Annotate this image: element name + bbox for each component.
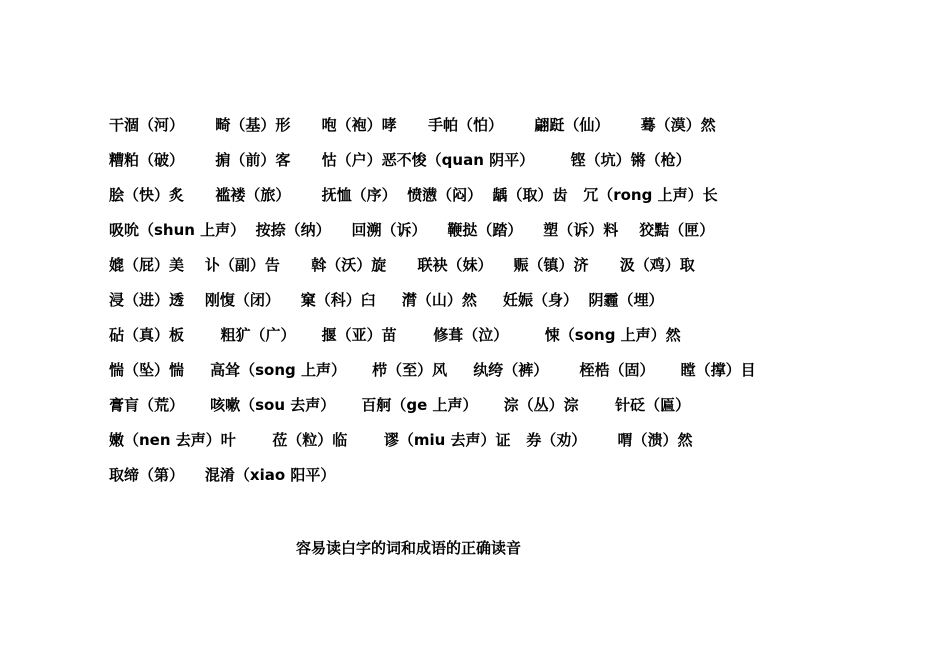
word-line-1: 干涸（河） 畸（基）形 咆（袍）哮 手帕（怕） 翩跹（仙） 蓦（漠）然: [109, 116, 716, 134]
word-line-7: 砧（真）板 粗犷（广） 揠（亚）苗 修葺（泣） 悚（song 上声）然: [109, 326, 681, 344]
word-line-5: 媲（屁）美 讣（副）告 斡（沃）旋 联袂（妹） 赈（镇）济 汲（鸡）取: [109, 256, 695, 274]
word-line-11: 取缔（第） 混淆（xiao 阳平）: [109, 466, 336, 484]
word-line-9: 膏肓（荒） 咳嗽（sou 去声） 百舸（ge 上声） 淙（丛）淙 针砭（匾）: [109, 396, 691, 414]
word-line-4: 吸吮（shun 上声） 按捺（纳） 回溯（诉） 鞭挞（踏） 塑（诉）料 狡黠（匣）: [109, 221, 715, 239]
word-line-6: 浸（进）透 刚愎（闭） 窠（科）臼 潸（山）然 妊娠（身） 阴霾（埋）: [109, 291, 664, 309]
word-line-3: 脍（快）炙 褴褛（旅） 抚恤（序） 愤懑（闷） 龋（取）齿 冗（rong 上声）长: [109, 186, 718, 204]
word-line-8: 惴（坠）惴 高耸（song 上声） 栉（至）风 纨绔（裤） 桎梏（固） 瞠（撑）目: [109, 361, 756, 379]
word-line-10: 嫩（nen 去声）叶 莅（粒）临 谬（miu 去声）证 券（劝） 喟（溃）然: [109, 431, 693, 449]
word-line-2: 糟粕（破） 掮（前）客 怙（户）恶不悛（quan 阴平） 铿（坑）锵（枪）: [109, 151, 691, 169]
document-title: 容易读白字的词和成语的正确读音: [296, 539, 522, 557]
